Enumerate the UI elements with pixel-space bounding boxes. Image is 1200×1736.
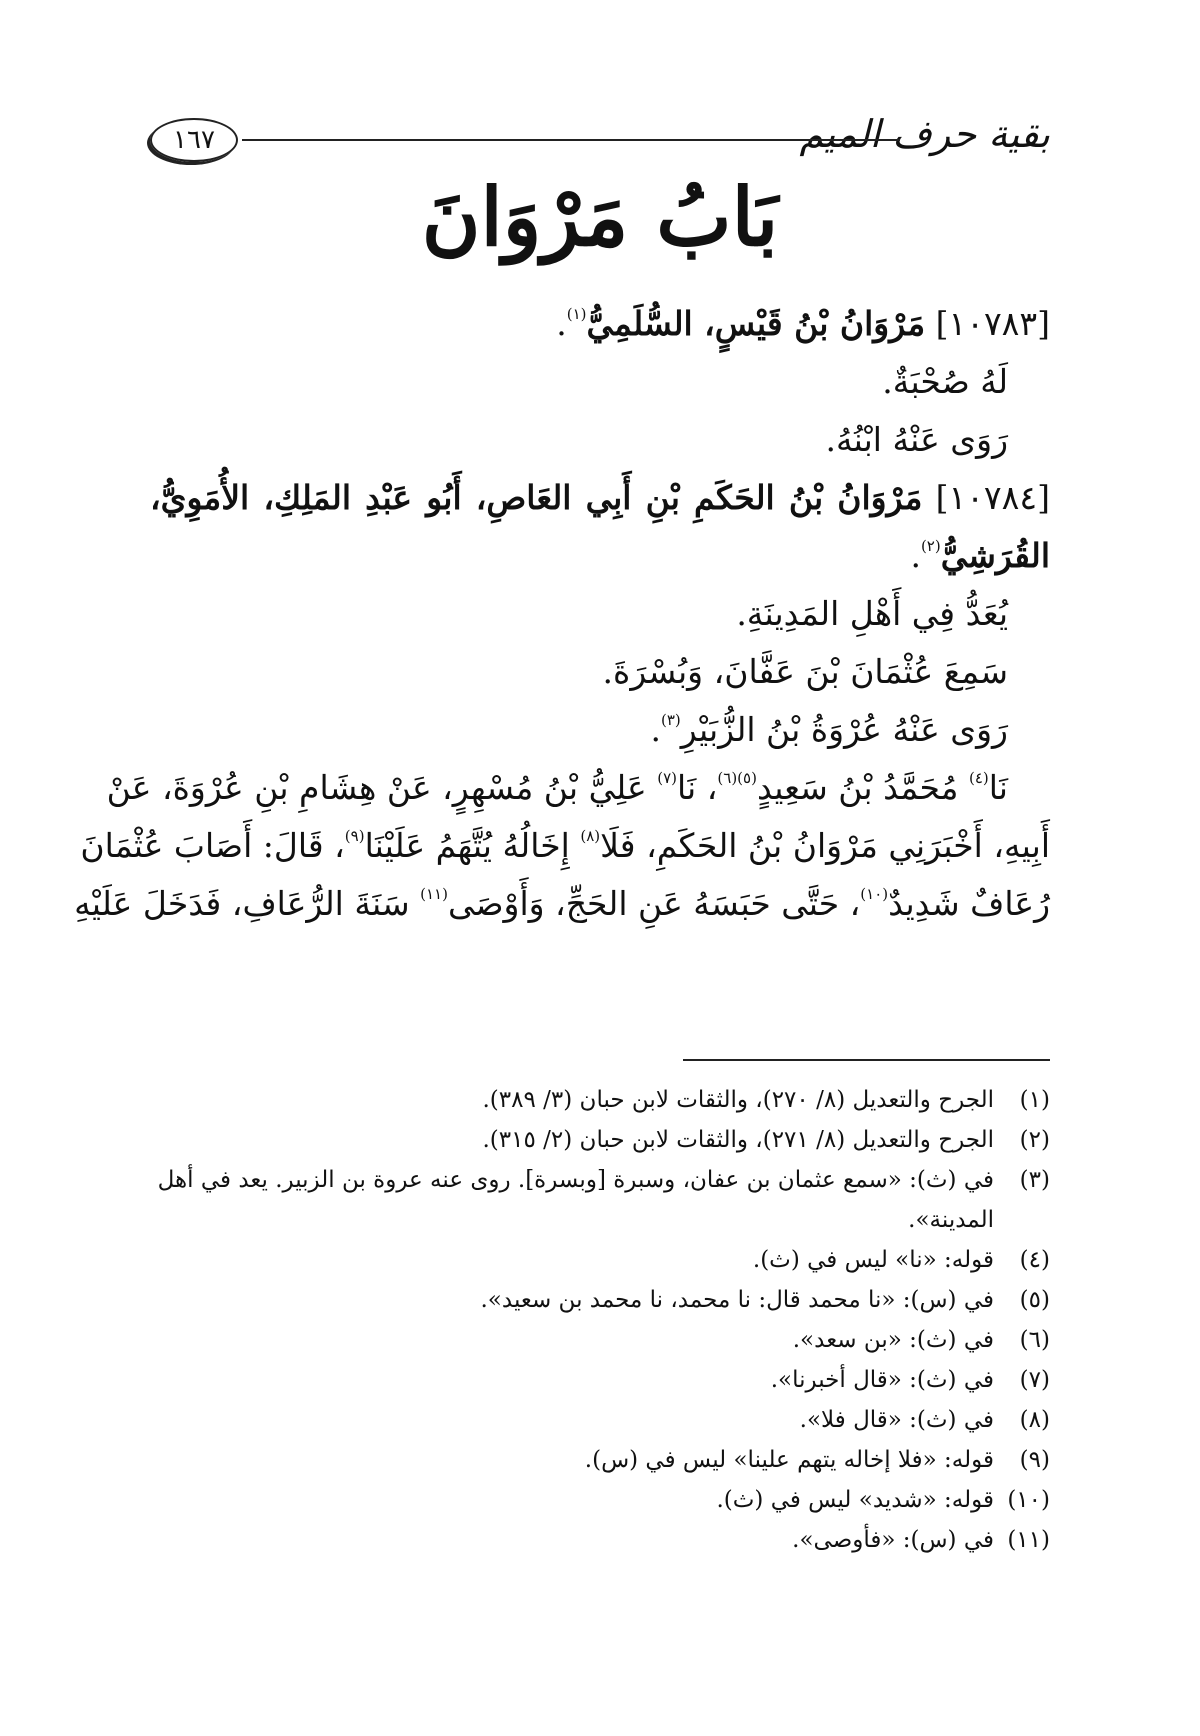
footnote-number: (٤) — [1019, 1247, 1050, 1273]
footnote — [145, 1440, 1050, 1480]
footnote-number: (١٠) — [1007, 1487, 1050, 1513]
footnote-text: في (ث): «بن سعد». — [792, 1327, 994, 1353]
footnote — [145, 1400, 1050, 1440]
chapter-title: بَابُ مَرْوَانَ — [421, 170, 779, 264]
footnote-number: (٥) — [1019, 1287, 1050, 1313]
footnote-text: في (ث): «قال أخبرنا». — [770, 1367, 994, 1393]
footnote-text: قوله: «فلا إخاله يتهم علينا» ليس في (س). — [584, 1447, 994, 1473]
footnote — [145, 1280, 1050, 1320]
text-line: لَهُ صُحْبَةٌ. — [882, 362, 1008, 401]
footnote-number: (١١) — [1007, 1527, 1050, 1553]
narration-line: نَا$^{(٤)}$ مُحَمَّدُ بْنُ سَعِيدٍ$^{(٥)(٦)}$، نَا$^{(٧)}$ عَلِيُّ بْنُ مُسْهِرٍ، عَنْ هِشَامِ بْنِ عُرْوَةَ، عَنْ — [106, 768, 1008, 807]
footnote — [145, 1160, 1050, 1240]
footnote-ref: (٣) — [661, 711, 681, 729]
header-rule — [242, 139, 900, 141]
footnote-text: في (ث): «قال فلا». — [799, 1407, 994, 1433]
footnote-text: الجرح والتعديل (٨/ ٢٧٠)، والثقات لابن حبان (٣/ ٣٨٩). — [482, 1087, 994, 1113]
entry-name: مَرْوَانُ بْنُ الحَكَمِ بْنِ أَبِي العَاصِ، أَبُو عَبْدِ المَلِكِ، الأُمَوِيُّ، — [150, 478, 923, 517]
footnotes — [145, 1080, 1050, 1560]
page-number-badge — [150, 118, 238, 162]
footnote-number: (٧) — [1019, 1367, 1050, 1393]
footnote-text: في (س): «فأوصى». — [792, 1527, 994, 1553]
footnote-ref: (٧) — [657, 769, 677, 787]
footnote-text: قوله: «شديد» ليس في (ث). — [716, 1487, 994, 1513]
footnote-number: (٣) — [1019, 1167, 1050, 1193]
main-text — [74, 295, 1050, 933]
footnote-ref: (١٠) — [860, 885, 889, 903]
entry-name: مَرْوَانُ بْنُ قَيْسٍ، السُّلَمِيُّ — [586, 304, 926, 343]
text-line: رَوَى عَنْهُ عُرْوَةُ بْنُ الزُّبَيْرِ$^{(٣)}$. — [650, 710, 1008, 749]
narration-line: رُعَافٌ شَدِيدٌ$^{(١٠)}$، حَتَّى حَبَسَهُ عَنِ الحَجِّ، وَأَوْصَى$^{(١١)}$ سَنَةَ الرُّعَافِ، فَدَخَلَ عَلَيْهِ — [74, 884, 1050, 923]
entry-number: [١٠٧٨٣] — [935, 304, 1050, 343]
footnote-text: في (س): «نا محمد قال: نا محمد، نا محمد بن سعيد». — [480, 1287, 994, 1313]
footnote — [145, 1360, 1050, 1400]
footnote-number: (١) — [1019, 1087, 1050, 1113]
footnote-ref: (٨) — [580, 827, 601, 845]
footnote-number: (٢) — [1019, 1127, 1050, 1153]
footnote-ref: (٤) — [968, 769, 989, 787]
entry-number: [١٠٧٨٤] — [935, 478, 1050, 517]
entry-name-cont: القُرَشِيُّ — [940, 536, 1050, 575]
footnote — [145, 1520, 1050, 1560]
footnote-number: (٦) — [1019, 1327, 1050, 1353]
text-line: يُعَدُّ فِي أَهْلِ المَدِينَةِ. — [736, 594, 1008, 633]
footnote-text: في (ث): «سمع عثمان بن عفان، وسبرة [وبسرة]. روى عنه عروة بن الزبير. يعد في أهل المدينة». — [157, 1167, 994, 1233]
page-number: ١٦٧ — [173, 125, 215, 155]
footnote-ref: (١١) — [420, 885, 448, 903]
footnote — [145, 1320, 1050, 1360]
footnote-number: (٨) — [1019, 1407, 1050, 1433]
entry-10784-heading — [150, 469, 1050, 527]
footnote — [145, 1480, 1050, 1520]
footnote-text: قوله: «نا» ليس في (ث). — [752, 1247, 994, 1273]
footnote-number: (٩) — [1019, 1447, 1050, 1473]
footnote-ref: (٩) — [344, 827, 365, 845]
entry-heading-continuation: القُرَشِيُّ$^{(٢)}$. — [910, 536, 1050, 575]
footnote-ref: (٥) — [737, 769, 757, 787]
footnote-ref: (٢) — [920, 537, 941, 555]
footnote — [145, 1080, 1050, 1120]
footnote-ref: (١) — [566, 305, 587, 323]
narration-line: أَبِيهِ، أَخْبَرَنِي مَرْوَانُ بْنُ الحَكَمِ، فَلَا$^{(٨)}$ إِخَالُهُ يُتَّهَمُ عَلَيْنَا$^{(٩)}$، قَالَ: أَصَابَ عُثْمَانَ — [80, 826, 1050, 865]
entry-10783-heading: [١٠٧٨٣] مَرْوَانُ بْنُ قَيْسٍ، السُّلَمِيُّ$^{(١)}$. — [556, 304, 1050, 343]
footnote-separator — [683, 1059, 1050, 1061]
page-header — [150, 112, 1050, 172]
footnote-ref: (٦) — [717, 769, 738, 787]
footnote — [145, 1120, 1050, 1160]
footnote-text: الجرح والتعديل (٨/ ٢٧١)، والثقات لابن حبان (٢/ ٣١٥). — [482, 1127, 994, 1153]
text-line: سَمِعَ عُثْمَانَ بْنَ عَفَّانَ، وَبُسْرَةَ. — [602, 652, 1008, 691]
text-line: رَوَى عَنْهُ ابْنُهُ. — [825, 420, 1008, 459]
running-section-title: بقية حرف الميم — [799, 112, 1050, 156]
footnote — [145, 1240, 1050, 1280]
